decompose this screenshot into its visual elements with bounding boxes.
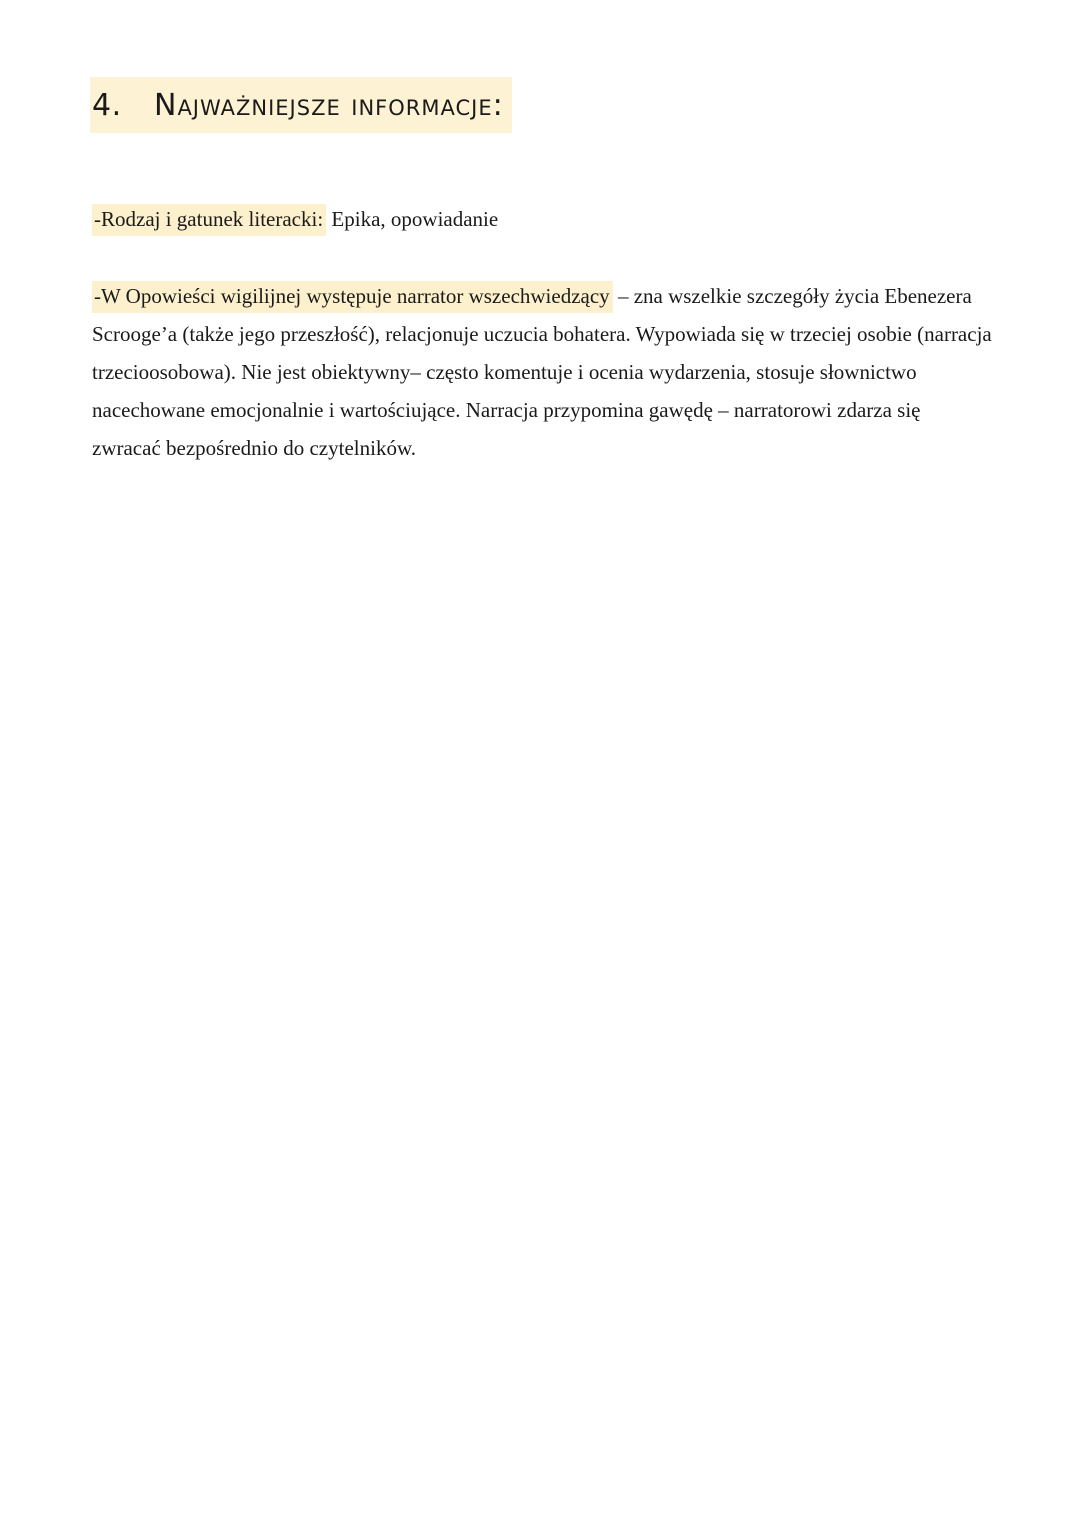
- section-title: Najważniejsze informacje:: [154, 87, 504, 123]
- section-heading: [90, 77, 512, 133]
- narrator-highlight: -W Opowieści wigilijnej występuje narrator wszechwiedzący: [92, 281, 613, 313]
- narrator-paragraph: [92, 277, 992, 467]
- genre-label-highlight: -Rodzaj i gatunek literacki:: [92, 204, 326, 236]
- genre-paragraph: [92, 200, 992, 238]
- section-number: 4.: [92, 87, 122, 123]
- genre-value: Epika, opowiadanie: [326, 207, 499, 231]
- narrator-description: – zna wszelkie szczegóły życia Ebenezera Scrooge’a (także jego przeszłość), relacjonuje uczucia bohatera. Wypowiada się w trzeciej osobie (narracja trzecioosobowa). Nie jest obiektywny– często komentuje i ocenia wydarzenia, stosuje słownictwo nacechowane emocjonalnie i wartościujące. Narracja przypomina gawędę – narratorowi zdarza się zwracać bezpośrednio do czytelników.: [92, 284, 992, 460]
